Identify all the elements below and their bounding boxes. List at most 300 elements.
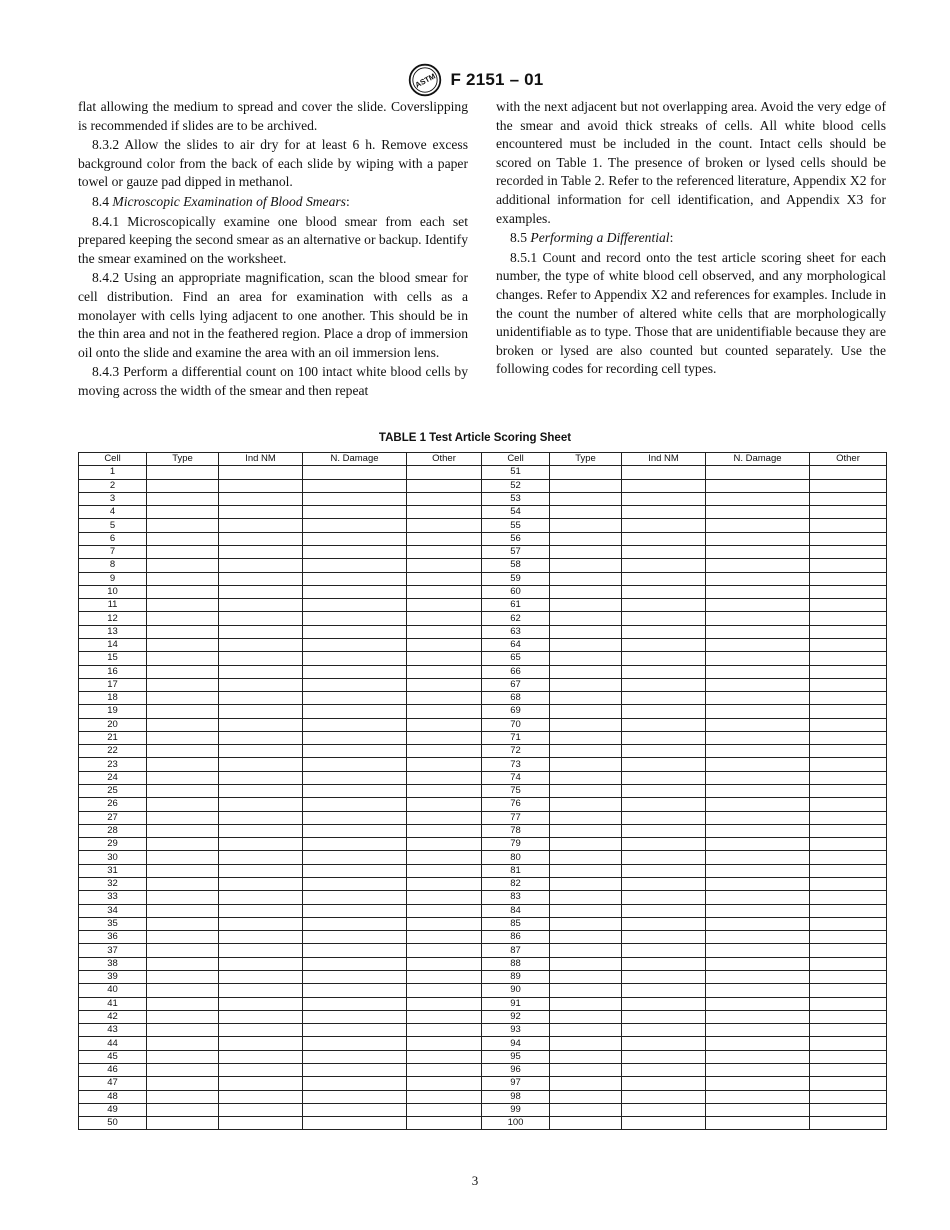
blank-entry-cell[interactable] [407,1103,482,1116]
blank-entry-cell[interactable] [706,931,810,944]
blank-entry-cell[interactable] [303,1117,407,1130]
blank-entry-cell[interactable] [622,572,706,585]
blank-entry-cell[interactable] [550,798,622,811]
blank-entry-cell[interactable] [219,718,303,731]
blank-entry-cell[interactable] [810,612,887,625]
blank-entry-cell[interactable] [407,479,482,492]
blank-entry-cell[interactable] [303,678,407,691]
blank-entry-cell[interactable] [219,745,303,758]
blank-entry-cell[interactable] [407,559,482,572]
blank-entry-cell[interactable] [810,931,887,944]
blank-entry-cell[interactable] [219,997,303,1010]
blank-entry-cell[interactable] [706,864,810,877]
blank-entry-cell[interactable] [706,1117,810,1130]
blank-entry-cell[interactable] [219,705,303,718]
blank-entry-cell[interactable] [706,1037,810,1050]
blank-entry-cell[interactable] [219,904,303,917]
blank-entry-cell[interactable] [550,678,622,691]
blank-entry-cell[interactable] [147,1117,219,1130]
blank-entry-cell[interactable] [810,506,887,519]
blank-entry-cell[interactable] [407,625,482,638]
blank-entry-cell[interactable] [550,519,622,532]
blank-entry-cell[interactable] [550,492,622,505]
blank-entry-cell[interactable] [407,585,482,598]
blank-entry-cell[interactable] [622,745,706,758]
blank-entry-cell[interactable] [550,705,622,718]
blank-entry-cell[interactable] [407,1050,482,1063]
blank-entry-cell[interactable] [810,1024,887,1037]
blank-entry-cell[interactable] [407,1063,482,1076]
blank-entry-cell[interactable] [622,824,706,837]
blank-entry-cell[interactable] [407,970,482,983]
blank-entry-cell[interactable] [219,638,303,651]
blank-entry-cell[interactable] [147,1103,219,1116]
blank-entry-cell[interactable] [303,731,407,744]
blank-entry-cell[interactable] [219,545,303,558]
blank-entry-cell[interactable] [147,545,219,558]
blank-entry-cell[interactable] [706,745,810,758]
blank-entry-cell[interactable] [147,1063,219,1076]
blank-entry-cell[interactable] [550,917,622,930]
blank-entry-cell[interactable] [706,798,810,811]
blank-entry-cell[interactable] [147,891,219,904]
blank-entry-cell[interactable] [219,851,303,864]
blank-entry-cell[interactable] [219,599,303,612]
blank-entry-cell[interactable] [407,652,482,665]
blank-entry-cell[interactable] [303,492,407,505]
blank-entry-cell[interactable] [147,1024,219,1037]
blank-entry-cell[interactable] [219,957,303,970]
blank-entry-cell[interactable] [622,638,706,651]
blank-entry-cell[interactable] [407,944,482,957]
blank-entry-cell[interactable] [147,1077,219,1090]
blank-entry-cell[interactable] [147,665,219,678]
blank-entry-cell[interactable] [550,931,622,944]
blank-entry-cell[interactable] [706,904,810,917]
blank-entry-cell[interactable] [219,585,303,598]
blank-entry-cell[interactable] [303,798,407,811]
blank-entry-cell[interactable] [706,572,810,585]
blank-entry-cell[interactable] [147,599,219,612]
blank-entry-cell[interactable] [407,931,482,944]
blank-entry-cell[interactable] [219,559,303,572]
blank-entry-cell[interactable] [147,532,219,545]
blank-entry-cell[interactable] [622,466,706,479]
blank-entry-cell[interactable] [622,997,706,1010]
blank-entry-cell[interactable] [407,678,482,691]
blank-entry-cell[interactable] [303,572,407,585]
blank-entry-cell[interactable] [550,957,622,970]
blank-entry-cell[interactable] [303,917,407,930]
blank-entry-cell[interactable] [219,652,303,665]
blank-entry-cell[interactable] [550,904,622,917]
blank-entry-cell[interactable] [706,1103,810,1116]
blank-entry-cell[interactable] [550,1103,622,1116]
blank-entry-cell[interactable] [407,745,482,758]
blank-entry-cell[interactable] [147,1010,219,1023]
blank-entry-cell[interactable] [303,944,407,957]
blank-entry-cell[interactable] [550,878,622,891]
blank-entry-cell[interactable] [622,1090,706,1103]
blank-entry-cell[interactable] [303,718,407,731]
blank-entry-cell[interactable] [147,745,219,758]
blank-entry-cell[interactable] [810,838,887,851]
blank-entry-cell[interactable] [810,678,887,691]
blank-entry-cell[interactable] [706,585,810,598]
blank-entry-cell[interactable] [550,1117,622,1130]
blank-entry-cell[interactable] [147,652,219,665]
blank-entry-cell[interactable] [550,891,622,904]
blank-entry-cell[interactable] [706,519,810,532]
blank-entry-cell[interactable] [622,851,706,864]
blank-entry-cell[interactable] [622,984,706,997]
blank-entry-cell[interactable] [219,731,303,744]
blank-entry-cell[interactable] [219,931,303,944]
blank-entry-cell[interactable] [147,731,219,744]
blank-entry-cell[interactable] [147,612,219,625]
blank-entry-cell[interactable] [407,1090,482,1103]
blank-entry-cell[interactable] [706,997,810,1010]
blank-entry-cell[interactable] [622,519,706,532]
blank-entry-cell[interactable] [147,970,219,983]
blank-entry-cell[interactable] [303,665,407,678]
blank-entry-cell[interactable] [303,1050,407,1063]
blank-entry-cell[interactable] [303,904,407,917]
blank-entry-cell[interactable] [147,944,219,957]
blank-entry-cell[interactable] [303,466,407,479]
blank-entry-cell[interactable] [622,1117,706,1130]
blank-entry-cell[interactable] [407,612,482,625]
blank-entry-cell[interactable] [622,506,706,519]
blank-entry-cell[interactable] [147,997,219,1010]
blank-entry-cell[interactable] [706,652,810,665]
blank-entry-cell[interactable] [147,519,219,532]
blank-entry-cell[interactable] [810,492,887,505]
blank-entry-cell[interactable] [706,599,810,612]
blank-entry-cell[interactable] [622,864,706,877]
blank-entry-cell[interactable] [147,718,219,731]
blank-entry-cell[interactable] [706,559,810,572]
blank-entry-cell[interactable] [219,1063,303,1076]
blank-entry-cell[interactable] [407,1010,482,1023]
blank-entry-cell[interactable] [219,984,303,997]
blank-entry-cell[interactable] [810,904,887,917]
blank-entry-cell[interactable] [303,931,407,944]
blank-entry-cell[interactable] [550,1010,622,1023]
blank-entry-cell[interactable] [219,838,303,851]
blank-entry-cell[interactable] [303,585,407,598]
blank-entry-cell[interactable] [407,864,482,877]
blank-entry-cell[interactable] [407,785,482,798]
blank-entry-cell[interactable] [810,1010,887,1023]
blank-entry-cell[interactable] [706,917,810,930]
blank-entry-cell[interactable] [303,625,407,638]
blank-entry-cell[interactable] [407,878,482,891]
blank-entry-cell[interactable] [706,678,810,691]
blank-entry-cell[interactable] [219,532,303,545]
blank-entry-cell[interactable] [622,891,706,904]
blank-entry-cell[interactable] [622,1103,706,1116]
blank-entry-cell[interactable] [550,970,622,983]
blank-entry-cell[interactable] [810,771,887,784]
blank-entry-cell[interactable] [810,997,887,1010]
blank-entry-cell[interactable] [219,1050,303,1063]
blank-entry-cell[interactable] [147,705,219,718]
blank-entry-cell[interactable] [147,811,219,824]
blank-entry-cell[interactable] [810,532,887,545]
blank-entry-cell[interactable] [810,466,887,479]
blank-entry-cell[interactable] [706,545,810,558]
blank-entry-cell[interactable] [147,638,219,651]
blank-entry-cell[interactable] [303,652,407,665]
blank-entry-cell[interactable] [147,824,219,837]
blank-entry-cell[interactable] [407,1024,482,1037]
blank-entry-cell[interactable] [550,758,622,771]
blank-entry-cell[interactable] [706,1077,810,1090]
blank-entry-cell[interactable] [810,585,887,598]
blank-entry-cell[interactable] [303,878,407,891]
blank-entry-cell[interactable] [622,492,706,505]
blank-entry-cell[interactable] [219,1024,303,1037]
blank-entry-cell[interactable] [147,572,219,585]
blank-entry-cell[interactable] [810,705,887,718]
blank-entry-cell[interactable] [622,944,706,957]
blank-entry-cell[interactable] [303,970,407,983]
blank-entry-cell[interactable] [303,545,407,558]
blank-entry-cell[interactable] [147,864,219,877]
blank-entry-cell[interactable] [303,785,407,798]
blank-entry-cell[interactable] [550,652,622,665]
blank-entry-cell[interactable] [550,997,622,1010]
blank-entry-cell[interactable] [810,1090,887,1103]
blank-entry-cell[interactable] [706,625,810,638]
blank-entry-cell[interactable] [407,904,482,917]
blank-entry-cell[interactable] [407,851,482,864]
blank-entry-cell[interactable] [219,1090,303,1103]
blank-entry-cell[interactable] [303,771,407,784]
blank-entry-cell[interactable] [147,878,219,891]
blank-entry-cell[interactable] [810,1103,887,1116]
blank-entry-cell[interactable] [407,1117,482,1130]
blank-entry-cell[interactable] [706,824,810,837]
blank-entry-cell[interactable] [407,758,482,771]
blank-entry-cell[interactable] [303,479,407,492]
blank-entry-cell[interactable] [219,692,303,705]
blank-entry-cell[interactable] [550,731,622,744]
blank-entry-cell[interactable] [810,1117,887,1130]
blank-entry-cell[interactable] [407,984,482,997]
blank-entry-cell[interactable] [303,638,407,651]
blank-entry-cell[interactable] [706,758,810,771]
blank-entry-cell[interactable] [622,705,706,718]
blank-entry-cell[interactable] [303,851,407,864]
blank-entry-cell[interactable] [706,612,810,625]
blank-entry-cell[interactable] [622,758,706,771]
blank-entry-cell[interactable] [810,745,887,758]
blank-entry-cell[interactable] [219,479,303,492]
blank-entry-cell[interactable] [550,785,622,798]
blank-entry-cell[interactable] [303,559,407,572]
blank-entry-cell[interactable] [622,798,706,811]
blank-entry-cell[interactable] [810,1037,887,1050]
blank-entry-cell[interactable] [550,771,622,784]
blank-entry-cell[interactable] [810,824,887,837]
blank-entry-cell[interactable] [303,1063,407,1076]
blank-entry-cell[interactable] [550,1090,622,1103]
blank-entry-cell[interactable] [810,638,887,651]
blank-entry-cell[interactable] [622,957,706,970]
blank-entry-cell[interactable] [407,824,482,837]
blank-entry-cell[interactable] [706,1063,810,1076]
blank-entry-cell[interactable] [706,771,810,784]
blank-entry-cell[interactable] [303,705,407,718]
blank-entry-cell[interactable] [219,785,303,798]
blank-entry-cell[interactable] [550,479,622,492]
blank-entry-cell[interactable] [550,745,622,758]
blank-entry-cell[interactable] [550,665,622,678]
blank-entry-cell[interactable] [622,838,706,851]
blank-entry-cell[interactable] [407,692,482,705]
blank-entry-cell[interactable] [622,1010,706,1023]
blank-entry-cell[interactable] [147,798,219,811]
blank-entry-cell[interactable] [303,1103,407,1116]
blank-entry-cell[interactable] [219,970,303,983]
blank-entry-cell[interactable] [219,678,303,691]
blank-entry-cell[interactable] [622,678,706,691]
blank-entry-cell[interactable] [407,891,482,904]
blank-entry-cell[interactable] [810,984,887,997]
blank-entry-cell[interactable] [810,878,887,891]
blank-entry-cell[interactable] [147,466,219,479]
blank-entry-cell[interactable] [550,466,622,479]
blank-entry-cell[interactable] [303,997,407,1010]
blank-entry-cell[interactable] [622,479,706,492]
blank-entry-cell[interactable] [622,878,706,891]
blank-entry-cell[interactable] [219,891,303,904]
blank-entry-cell[interactable] [147,479,219,492]
blank-entry-cell[interactable] [407,506,482,519]
blank-entry-cell[interactable] [407,718,482,731]
blank-entry-cell[interactable] [706,984,810,997]
blank-entry-cell[interactable] [550,692,622,705]
blank-entry-cell[interactable] [622,1037,706,1050]
blank-entry-cell[interactable] [407,838,482,851]
blank-entry-cell[interactable] [303,864,407,877]
blank-entry-cell[interactable] [622,1077,706,1090]
blank-entry-cell[interactable] [303,1090,407,1103]
blank-entry-cell[interactable] [810,1050,887,1063]
blank-entry-cell[interactable] [147,678,219,691]
blank-entry-cell[interactable] [706,1010,810,1023]
blank-entry-cell[interactable] [622,545,706,558]
blank-entry-cell[interactable] [303,838,407,851]
blank-entry-cell[interactable] [810,665,887,678]
blank-entry-cell[interactable] [622,599,706,612]
blank-entry-cell[interactable] [550,638,622,651]
blank-entry-cell[interactable] [706,692,810,705]
blank-entry-cell[interactable] [622,585,706,598]
blank-entry-cell[interactable] [407,811,482,824]
blank-entry-cell[interactable] [810,1063,887,1076]
blank-entry-cell[interactable] [810,917,887,930]
blank-entry-cell[interactable] [810,811,887,824]
blank-entry-cell[interactable] [810,692,887,705]
blank-entry-cell[interactable] [219,466,303,479]
blank-entry-cell[interactable] [622,652,706,665]
blank-entry-cell[interactable] [303,1077,407,1090]
blank-entry-cell[interactable] [706,811,810,824]
blank-entry-cell[interactable] [550,824,622,837]
blank-entry-cell[interactable] [147,851,219,864]
blank-entry-cell[interactable] [550,506,622,519]
blank-entry-cell[interactable] [407,638,482,651]
blank-entry-cell[interactable] [219,824,303,837]
blank-entry-cell[interactable] [550,612,622,625]
blank-entry-cell[interactable] [622,1024,706,1037]
blank-entry-cell[interactable] [550,559,622,572]
blank-entry-cell[interactable] [147,492,219,505]
blank-entry-cell[interactable] [219,1103,303,1116]
blank-entry-cell[interactable] [706,891,810,904]
blank-entry-cell[interactable] [219,612,303,625]
blank-entry-cell[interactable] [303,1037,407,1050]
blank-entry-cell[interactable] [810,798,887,811]
blank-entry-cell[interactable] [622,559,706,572]
blank-entry-cell[interactable] [706,785,810,798]
blank-entry-cell[interactable] [550,1037,622,1050]
blank-entry-cell[interactable] [407,917,482,930]
blank-entry-cell[interactable] [303,957,407,970]
blank-entry-cell[interactable] [303,1024,407,1037]
blank-entry-cell[interactable] [147,1037,219,1050]
blank-entry-cell[interactable] [147,1050,219,1063]
blank-entry-cell[interactable] [550,625,622,638]
blank-entry-cell[interactable] [219,492,303,505]
blank-entry-cell[interactable] [303,612,407,625]
blank-entry-cell[interactable] [810,718,887,731]
blank-entry-cell[interactable] [303,1010,407,1023]
blank-entry-cell[interactable] [706,705,810,718]
blank-entry-cell[interactable] [407,545,482,558]
blank-entry-cell[interactable] [147,931,219,944]
blank-entry-cell[interactable] [407,957,482,970]
blank-entry-cell[interactable] [303,519,407,532]
blank-entry-cell[interactable] [810,970,887,983]
blank-entry-cell[interactable] [706,492,810,505]
blank-entry-cell[interactable] [219,519,303,532]
blank-entry-cell[interactable] [622,931,706,944]
blank-entry-cell[interactable] [219,625,303,638]
blank-entry-cell[interactable] [219,758,303,771]
blank-entry-cell[interactable] [810,957,887,970]
blank-entry-cell[interactable] [706,851,810,864]
blank-entry-cell[interactable] [706,718,810,731]
blank-entry-cell[interactable] [303,692,407,705]
blank-entry-cell[interactable] [706,878,810,891]
blank-entry-cell[interactable] [706,466,810,479]
blank-entry-cell[interactable] [407,599,482,612]
blank-entry-cell[interactable] [407,492,482,505]
blank-entry-cell[interactable] [407,731,482,744]
blank-entry-cell[interactable] [550,718,622,731]
blank-entry-cell[interactable] [147,758,219,771]
blank-entry-cell[interactable] [407,705,482,718]
blank-entry-cell[interactable] [303,891,407,904]
blank-entry-cell[interactable] [303,599,407,612]
blank-entry-cell[interactable] [147,838,219,851]
blank-entry-cell[interactable] [622,731,706,744]
blank-entry-cell[interactable] [219,1077,303,1090]
